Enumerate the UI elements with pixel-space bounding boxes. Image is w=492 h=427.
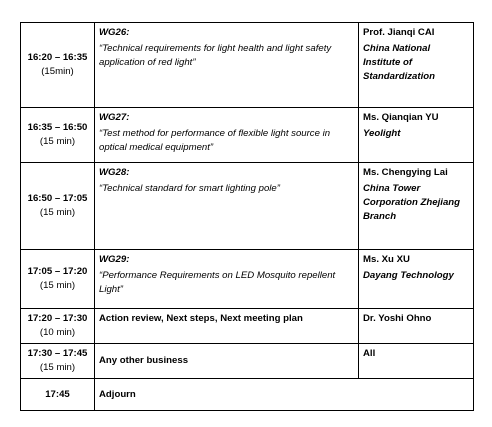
speaker-name: All — [363, 348, 376, 359]
speaker-org: China Tower Corporation Zhejiang Branch — [363, 183, 461, 222]
speaker-cell — [359, 163, 474, 250]
time-cell — [21, 163, 95, 250]
topic-description: “Test method for performance of flexible light source in optical medical equipment” — [99, 128, 331, 153]
time-range: 17:20 – 17:30 — [27, 313, 88, 324]
agenda-item: Any other business — [99, 355, 189, 366]
duration: (15 min) — [39, 362, 76, 373]
duration: (15 min) — [39, 280, 76, 291]
table-row — [21, 163, 474, 250]
time-range: 16:20 – 16:35 — [27, 52, 88, 63]
duration: (15 min) — [39, 207, 76, 218]
speaker-cell — [359, 309, 474, 344]
speaker-cell — [359, 108, 474, 163]
speaker-name: Ms. Qianqian YU — [363, 112, 439, 123]
time-cell — [21, 23, 95, 108]
speaker-cell — [359, 250, 474, 309]
table-row — [21, 108, 474, 163]
table-row — [21, 344, 474, 379]
table-row — [21, 23, 474, 108]
speaker-cell — [359, 23, 474, 108]
speaker-org: Yeolight — [363, 128, 401, 139]
agenda-table — [20, 22, 474, 411]
speaker-name: Dr. Yoshi Ohno — [363, 313, 432, 324]
topic-cell — [95, 309, 359, 344]
time-range: 16:50 – 17:05 — [27, 193, 88, 204]
duration: (15 min) — [39, 136, 76, 147]
agenda-item: Adjourn — [99, 388, 136, 400]
wg-label: WG27: — [99, 112, 130, 123]
table-row — [21, 379, 474, 411]
topic-description: “Performance Requirements on LED Mosquito repellent Light” — [99, 270, 336, 295]
time-range: 17:30 – 17:45 — [27, 348, 88, 359]
table-row — [21, 250, 474, 309]
time-cell — [21, 344, 95, 379]
speaker-name: Prof. Jianqi CAI — [363, 27, 435, 38]
agenda-item: Action review, Next steps, Next meeting plan — [99, 313, 303, 324]
time-cell — [21, 309, 95, 344]
speaker-name: Ms. Xu XU — [363, 254, 410, 265]
table-row — [21, 309, 474, 344]
speaker-org: China National Institute of Standardization — [363, 43, 435, 82]
wg-label: WG29: — [99, 254, 130, 265]
speaker-org: Dayang Technology — [363, 270, 454, 281]
topic-cell — [95, 344, 359, 379]
duration: (15min) — [41, 66, 74, 77]
speaker-cell — [359, 344, 474, 379]
time-range: 16:35 – 16:50 — [27, 122, 88, 133]
time-range: 17:45 — [45, 388, 70, 400]
topic-cell — [95, 379, 474, 411]
time-range: 17:05 – 17:20 — [27, 266, 88, 277]
wg-label: WG28: — [99, 167, 130, 178]
topic-cell — [95, 250, 359, 309]
topic-cell — [95, 108, 359, 163]
topic-cell — [95, 23, 359, 108]
speaker-name: Ms. Chengying Lai — [363, 167, 448, 178]
time-cell — [21, 108, 95, 163]
duration: (10 min) — [39, 327, 76, 338]
topic-description: “Technical requirements for light health and light safety application of red light” — [99, 43, 332, 68]
time-cell — [21, 379, 95, 411]
topic-cell — [95, 163, 359, 250]
time-cell — [21, 250, 95, 309]
topic-description: “Technical standard for smart lighting pole” — [99, 183, 280, 194]
wg-label: WG26: — [99, 27, 130, 38]
